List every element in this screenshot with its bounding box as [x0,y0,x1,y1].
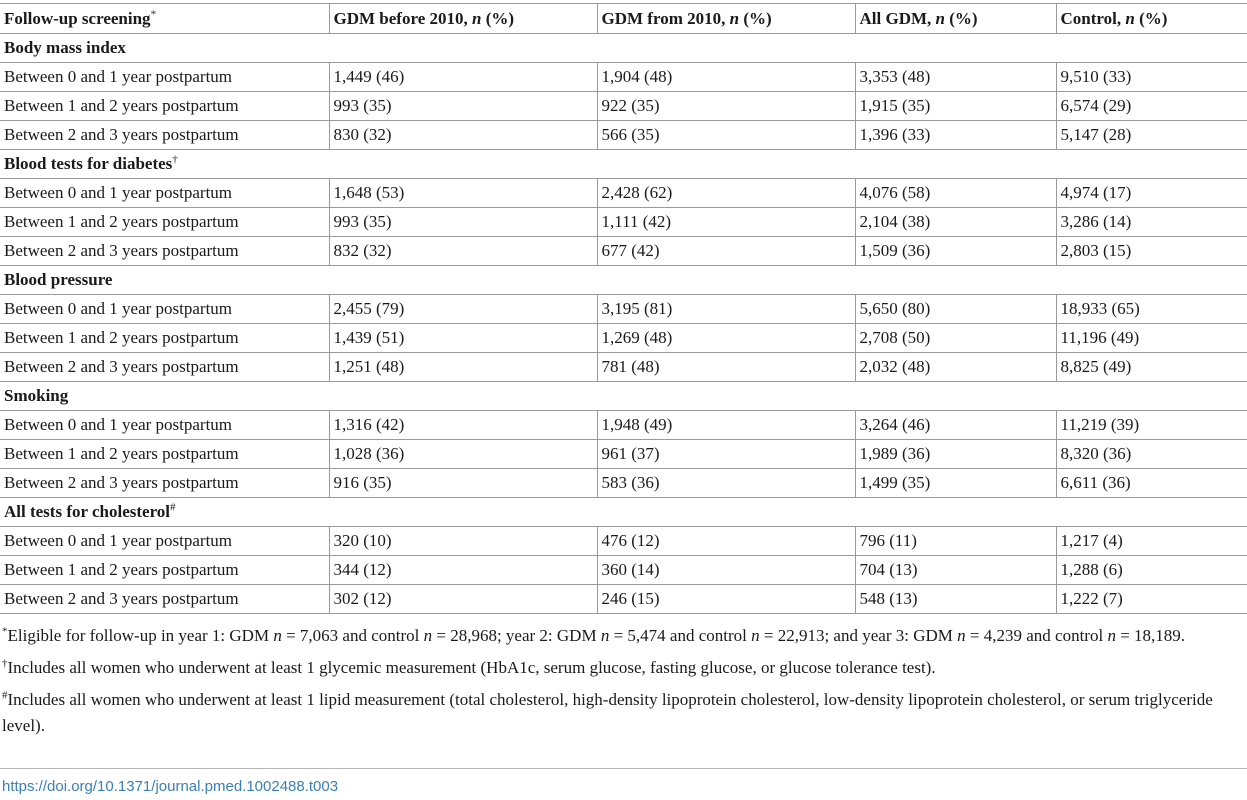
section-title [0,382,1247,411]
table-cell: 2,803 (15) [1056,237,1247,266]
table-cell: 548 (13) [855,585,1056,614]
section-title-text: All tests for cholesterol [4,502,171,521]
column-header [597,4,855,34]
table-row [0,237,1247,266]
footnote-text: = 18,189. [1115,626,1186,645]
table-cell: 5,147 (28) [1056,121,1247,150]
table-cell: 1,509 (36) [855,237,1056,266]
table-cell: 3,195 (81) [597,295,855,324]
table-header [0,4,1247,34]
table-cell: 1,648 (53) [329,179,597,208]
section-row [0,266,1247,295]
footnote-n: n [957,626,966,645]
table-cell: 246 (15) [597,585,855,614]
column-header-label: Control, [1060,8,1126,28]
section-title-text: Body mass index [4,38,126,57]
table-cell: 566 (35) [597,121,855,150]
table-cell: 781 (48) [597,353,855,382]
table-cell: 1,396 (33) [855,121,1056,150]
column-header [329,4,597,34]
column-header-suffix: (%) [481,8,515,28]
table-cell: 6,611 (36) [1056,469,1247,498]
table-row [0,208,1247,237]
footnote-n: n [600,626,610,645]
footnote-text: = 4,239 and control [965,626,1108,645]
row-label: Between 0 and 1 year postpartum [0,63,329,92]
table-cell: 916 (35) [329,469,597,498]
table-cell: 1,288 (6) [1056,556,1247,585]
results-table [0,3,1247,614]
table-row [0,324,1247,353]
footnote-mark: † [2,657,8,670]
row-label: Between 2 and 3 years postpartum [0,585,329,614]
section-row [0,150,1247,179]
table-cell: 9,510 (33) [1056,63,1247,92]
table-cell: 1,439 (51) [329,324,597,353]
table-cell: 2,455 (79) [329,295,597,324]
table-row [0,585,1247,614]
section-row [0,34,1247,63]
footnote-lipid-text: Includes all women who underwent at least 1 lipid measurement (total cholesterol, high-density lipoprotein cholesterol, low-density lipoprotein cholesterol, or serum triglyceride level). [2,690,1213,735]
doi-link[interactable]: https://doi.org/10.1371/journal.pmed.1002488.t003 [2,778,339,795]
table-cell: 2,708 (50) [855,324,1056,353]
column-header [855,4,1056,34]
footnote-text: Eligible for follow-up in year 1: GDM [7,626,274,645]
table-cell: 360 (14) [597,556,855,585]
table-cell: 344 (12) [329,556,597,585]
footnote-mark: * [2,625,8,638]
row-label: Between 1 and 2 years postpartum [0,556,329,585]
table-cell: 922 (35) [597,92,855,121]
table-cell: 1,989 (36) [855,440,1056,469]
table-cell: 3,264 (46) [855,411,1056,440]
footnote-n: n [423,626,433,645]
table-row [0,527,1247,556]
row-label: Between 2 and 3 years postpartum [0,237,329,266]
table-row [0,411,1247,440]
table-row [0,92,1247,121]
row-label: Between 2 and 3 years postpartum [0,121,329,150]
column-header [1056,4,1247,34]
row-label: Between 1 and 2 years postpartum [0,440,329,469]
table-cell: 830 (32) [329,121,597,150]
table-row [0,121,1247,150]
row-label: Between 2 and 3 years postpartum [0,469,329,498]
column-header-n: n [729,8,740,28]
footnotes [2,623,1242,745]
table-cell: 1,251 (48) [329,353,597,382]
table-cell: 1,915 (35) [855,92,1056,121]
table-row [0,440,1247,469]
column-header-suffix: (%) [739,8,772,28]
table-cell: 1,269 (48) [597,324,855,353]
column-header-label: Follow-up screening [4,8,151,28]
footnote-glycemic-text: Includes all women who underwent at least 1 glycemic measurement (HbA1c, serum glucose, fasting glucose, or glucose tolerance test). [7,658,936,677]
table-cell: 3,286 (14) [1056,208,1247,237]
table-row [0,556,1247,585]
table-cell: 1,217 (4) [1056,527,1247,556]
section-title [0,266,1247,295]
table-cell: 476 (12) [597,527,855,556]
section-title-text: Smoking [4,386,69,405]
row-label: Between 2 and 3 years postpartum [0,353,329,382]
table-cell: 1,499 (35) [855,469,1056,498]
row-label: Between 0 and 1 year postpartum [0,179,329,208]
footnote-n: n [751,626,760,645]
header-row [0,4,1247,34]
table-cell: 18,933 (65) [1056,295,1247,324]
row-label: Between 0 and 1 year postpartum [0,295,329,324]
doi-divider [0,768,1247,769]
table-cell: 2,104 (38) [855,208,1056,237]
column-header-label: GDM before 2010, [333,8,472,28]
footnote-n: n [273,626,282,645]
table-cell: 961 (37) [597,440,855,469]
footnote-text: = 28,968; year 2: GDM [432,626,601,645]
column-header-suffix: (%) [1134,8,1168,28]
table-body [0,34,1247,614]
table-row [0,63,1247,92]
table-row [0,179,1247,208]
section-title-text: Blood pressure [4,270,113,289]
table-cell: 4,974 (17) [1056,179,1247,208]
column-header-label: GDM from 2010, [601,8,730,28]
table-row [0,295,1247,324]
table-cell: 11,196 (49) [1056,324,1247,353]
section-title [0,498,1247,527]
footnote-mark: † [172,153,178,166]
table-cell: 1,111 (42) [597,208,855,237]
table-cell: 302 (12) [329,585,597,614]
table-cell: 320 (10) [329,527,597,556]
table-cell: 704 (13) [855,556,1056,585]
section-row [0,382,1247,411]
table-row [0,469,1247,498]
table-cell: 8,320 (36) [1056,440,1247,469]
table-cell: 6,574 (29) [1056,92,1247,121]
table-cell: 11,219 (39) [1056,411,1247,440]
table-cell: 4,076 (58) [855,179,1056,208]
table-cell: 1,904 (48) [597,63,855,92]
column-header-suffix: (%) [945,8,978,28]
table-cell: 3,353 (48) [855,63,1056,92]
footnote-glycemic [2,655,1242,681]
section-title-text: Blood tests for diabetes [4,154,173,173]
table-cell: 796 (11) [855,527,1056,556]
table-row [0,353,1247,382]
footnote-n: n [1107,626,1116,645]
row-label: Between 1 and 2 years postpartum [0,208,329,237]
row-label: Between 0 and 1 year postpartum [0,527,329,556]
row-label: Between 0 and 1 year postpartum [0,411,329,440]
footnote-mark: # [170,501,176,514]
footnote-eligible-text [8,626,1186,645]
table-cell: 993 (35) [329,208,597,237]
section-title [0,150,1247,179]
table-cell: 832 (32) [329,237,597,266]
column-header-n: n [472,8,482,28]
table-cell: 677 (42) [597,237,855,266]
footnote-text: = 7,063 and control [281,626,424,645]
table-cell: 5,650 (80) [855,295,1056,324]
table-cell: 2,032 (48) [855,353,1056,382]
section-row [0,498,1247,527]
column-header-n: n [1125,8,1135,28]
table-cell: 1,222 (7) [1056,585,1247,614]
table-cell: 2,428 (62) [597,179,855,208]
table-cell: 993 (35) [329,92,597,121]
footnote-text: = 5,474 and control [609,626,752,645]
table-cell: 1,449 (46) [329,63,597,92]
column-header [0,4,329,34]
footnote-mark: # [2,689,8,702]
row-label: Between 1 and 2 years postpartum [0,324,329,353]
table-cell: 1,316 (42) [329,411,597,440]
footnote-eligible [2,623,1242,649]
footnote-lipid [2,687,1242,739]
footnote-text: = 22,913; and year 3: GDM [759,626,958,645]
footnote-mark: * [150,7,157,20]
table-cell: 583 (36) [597,469,855,498]
row-label: Between 1 and 2 years postpartum [0,92,329,121]
table-cell: 1,948 (49) [597,411,855,440]
table-cell: 1,028 (36) [329,440,597,469]
column-header-n: n [935,8,945,28]
column-header-label: All GDM, [859,8,936,28]
table-cell: 8,825 (49) [1056,353,1247,382]
section-title [0,34,1247,63]
